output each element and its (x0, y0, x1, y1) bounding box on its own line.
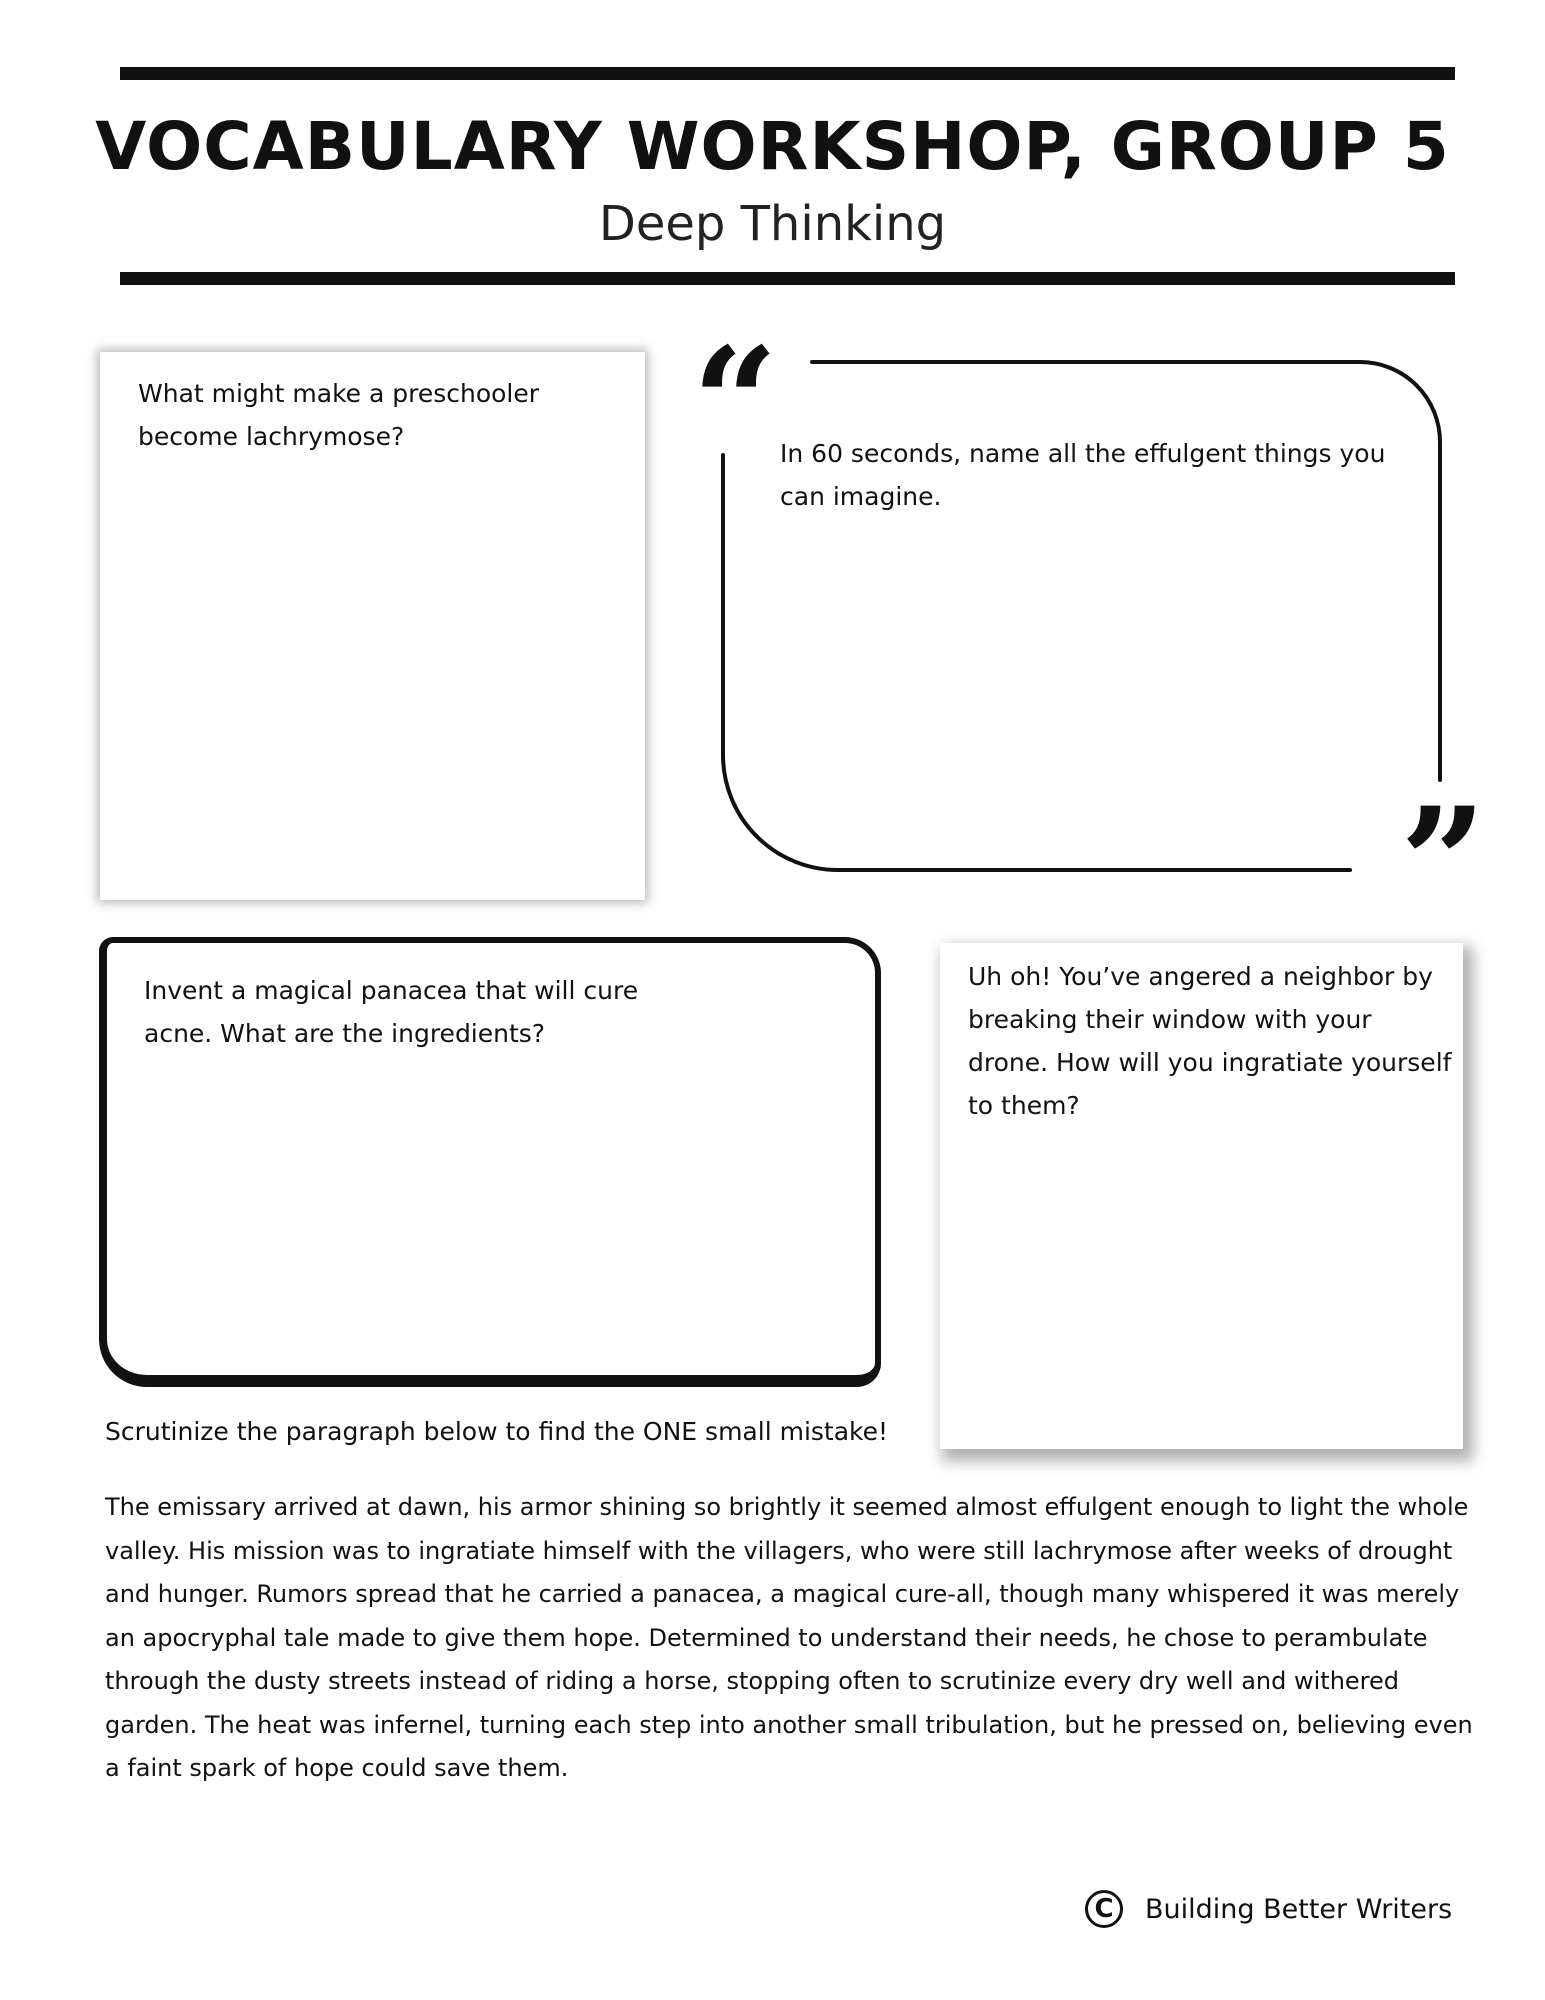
footer-credit: Building Better Writers (1145, 1893, 1453, 1925)
prompt-text: What might make a preschooler become lachrymose? (138, 379, 540, 451)
prompt-card-ingratiate[interactable] (940, 943, 1463, 1449)
close-quote-icon: ” (1400, 775, 1487, 900)
copyright-icon: C (1085, 1890, 1123, 1928)
footer (1085, 1890, 1452, 1928)
prompt-text: Invent a magical panacea that will cure acne. What are the ingredients? (144, 976, 639, 1048)
prompt-text-effulgent: In 60 seconds, name all the effulgent things you can imagine. (780, 439, 1386, 511)
page-title: VOCABULARY WORKSHOP, GROUP 5 (95, 108, 1450, 185)
open-quote-icon: “ (692, 315, 779, 491)
editing-paragraph: The emissary arrived at dawn, his armor shining so brightly it seemed almost effulgent enough to light the whole valley. His mission was to ingratiate himself with the villagers, who were still lachrymose after weeks of drought and hunger. Rumors spread that he carried a panacea, a magical cure-all, though many whispered it was merely an apocryphal tale made to give them hope. Determined to understand their needs, he chose to perambulate through the dusty streets instead of riding a horse, stopping often to scrutinize every dry well and withered garden. The heat was infernel, turning each step into another small tribulation, but he pressed on, believing even a faint spark of hope could save them. (105, 1493, 1473, 1782)
page-subtitle: Deep Thinking (598, 196, 947, 252)
prompt-text: Uh oh! You’ve angered a neighbor by breaking their window with your drone. How will you ingratiate yourself to them? (968, 962, 1452, 1120)
prompt-card-panacea[interactable] (99, 937, 881, 1387)
editing-instruction: Scrutinize the paragraph below to find the ONE small mistake! (105, 1417, 889, 1446)
